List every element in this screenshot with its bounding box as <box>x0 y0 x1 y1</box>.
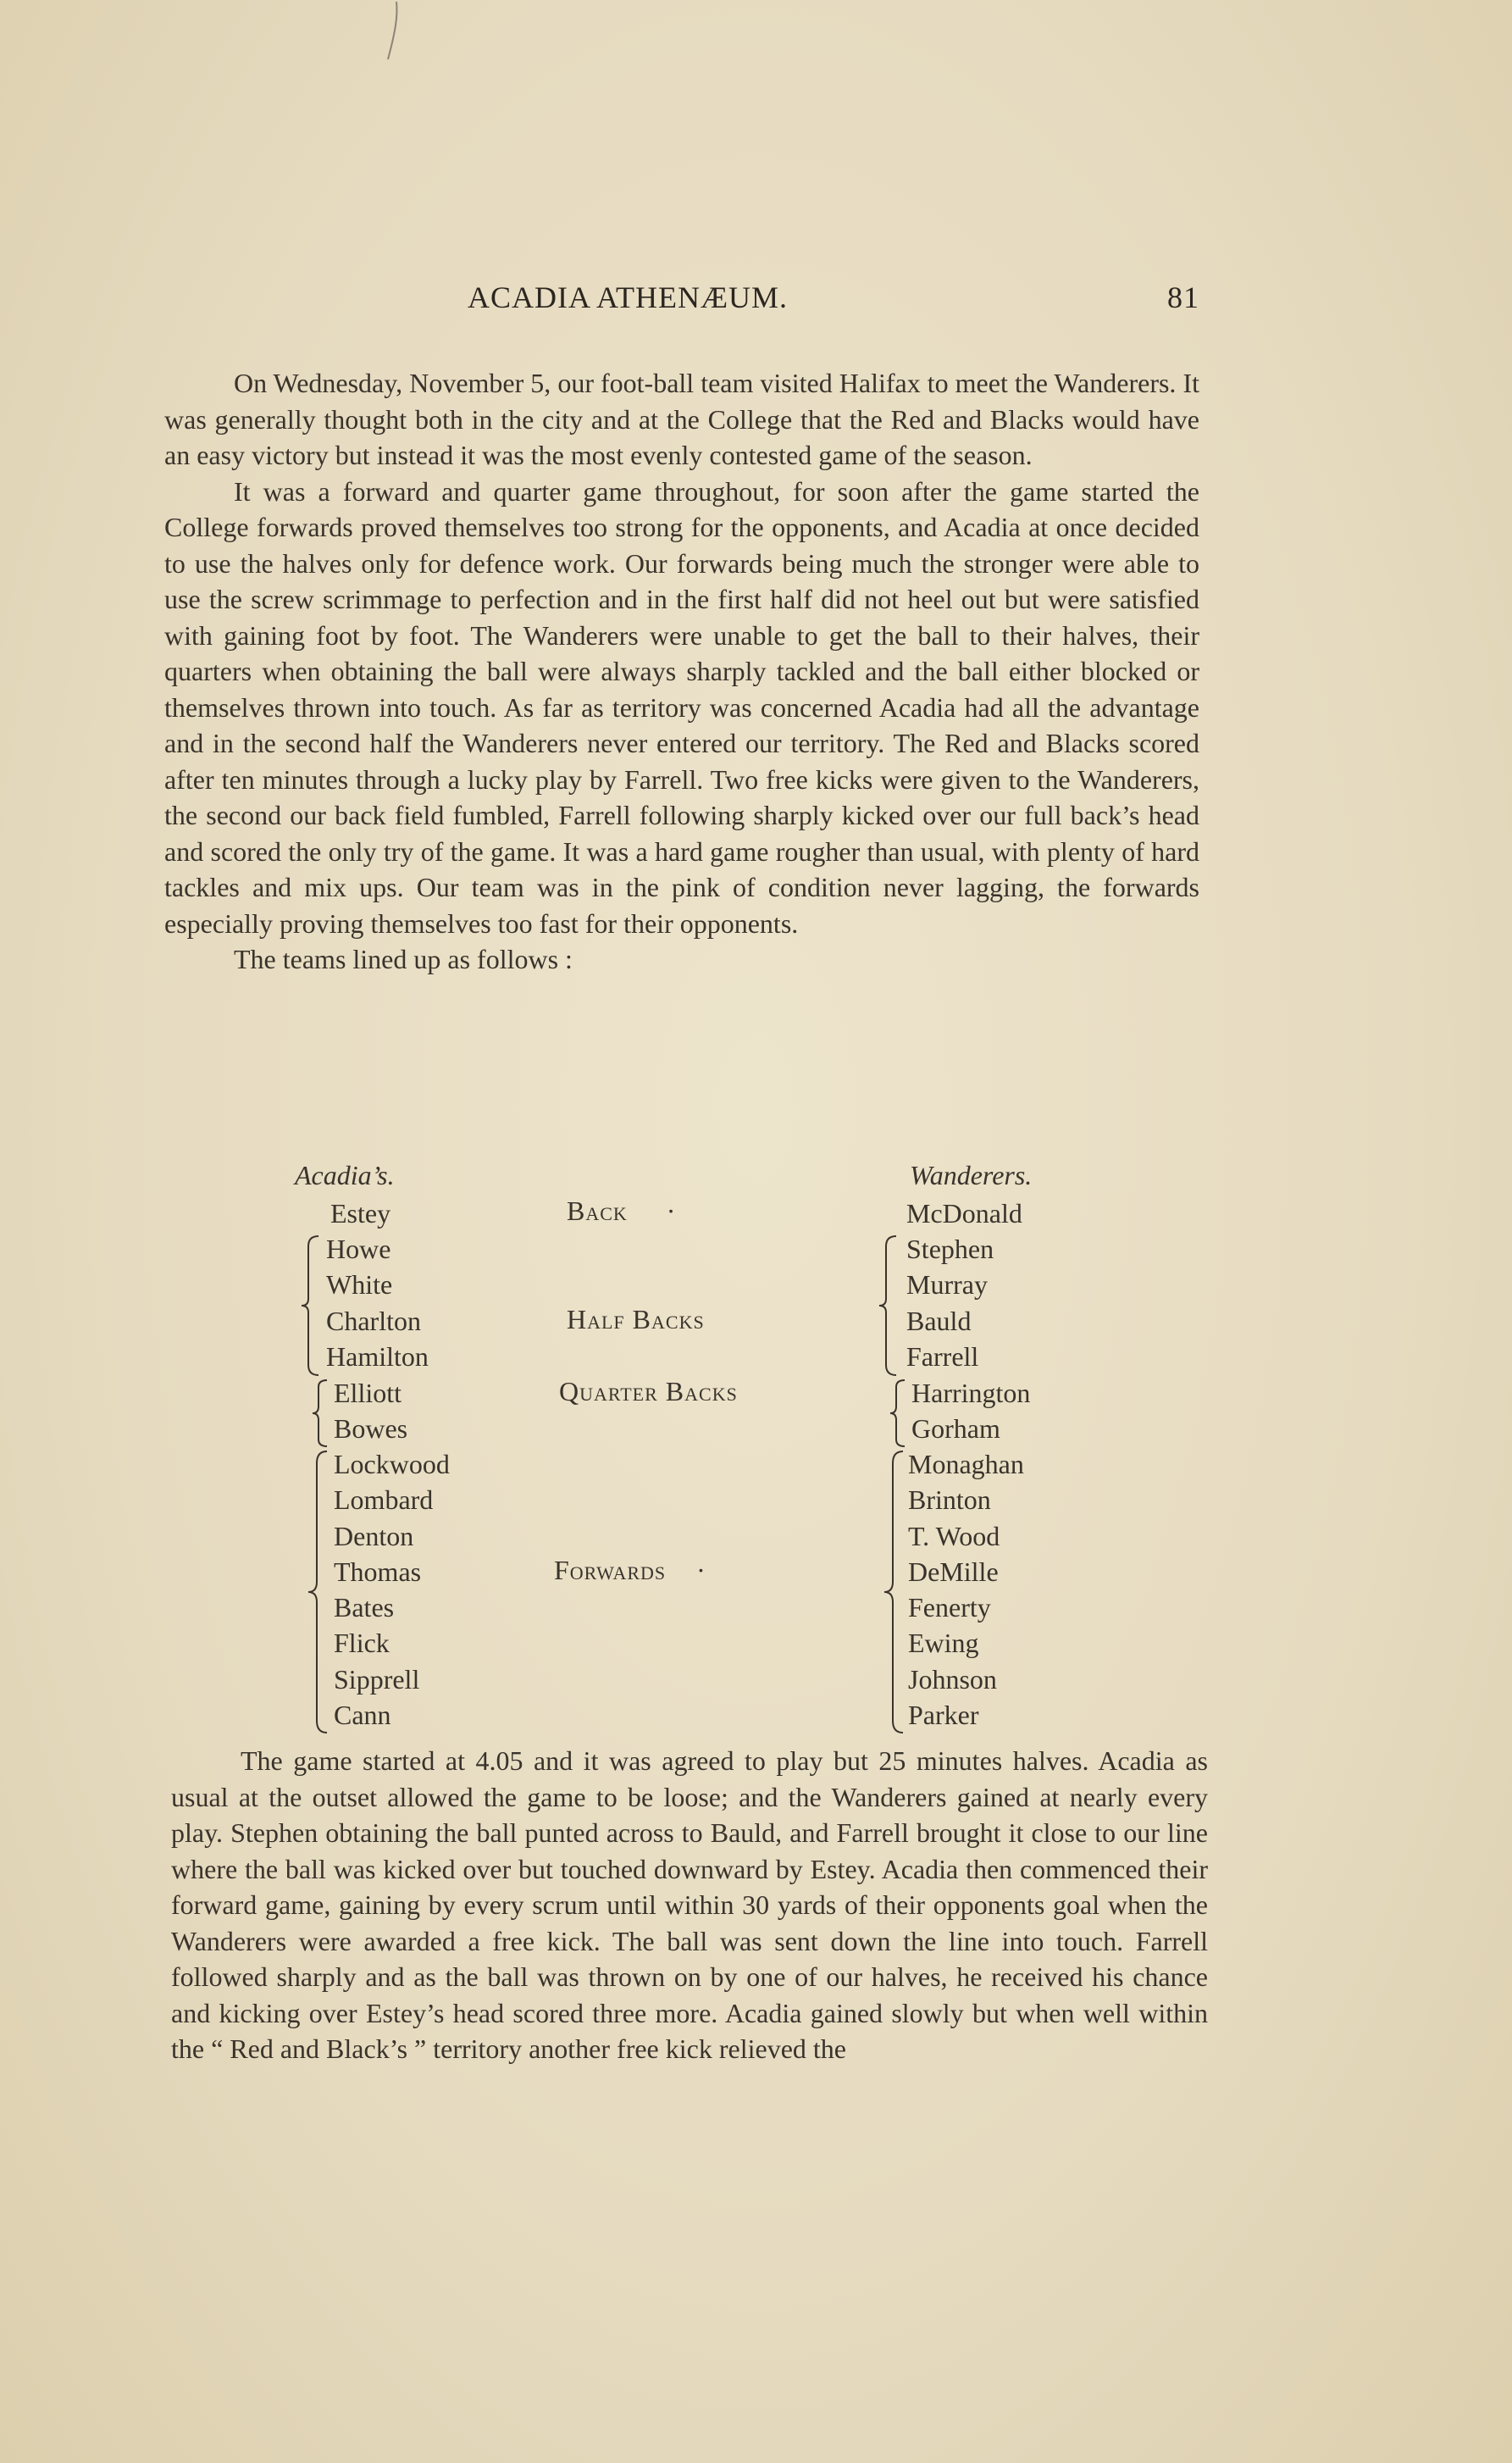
position-label: Back <box>567 1195 628 1226</box>
paragraph: The game started at 4.05 and it was agreed to play but 25 minutes halves. Acadia as usual at the outset allowed the game to be loose; and the Wanderers gained at nearly every play. Stephen obtaining the ball punted across to Bauld, and Farrell brought it close to our line where the ball was kicked over but touched downward by Estey. Acadia then commenced their forward game, gaining by every scrum until within 30 yards of their opponents goal when the Wanderers were awarded a free kick. The ball was sent down the line into touch. Farrell followed sharply and as the ball was thrown on by one of our halves, he received his chance and kicking over Estey’s head scored three more. Acadia gained slowly but when well within the “ Red and Black’s ” territory another free kick relieved the <box>171 1745 1208 2064</box>
player-name: T. Wood <box>908 1520 1000 1551</box>
player-name: Farrell <box>906 1340 979 1372</box>
wanderers-forwards <box>908 1446 1024 1733</box>
brace-acadia-forwards <box>305 1450 332 1734</box>
player-name: Lockwood <box>334 1449 450 1479</box>
acadia-half-backs <box>326 1231 429 1374</box>
acadia-header: Acadia’s. <box>295 1160 395 1190</box>
brace-wanderers-half-backs <box>878 1234 903 1377</box>
player-name: Monaghan <box>908 1449 1024 1479</box>
player-name: Howe <box>326 1234 391 1264</box>
player-name: DeMille <box>908 1556 999 1587</box>
position-forwards <box>554 1555 706 1586</box>
player-name: Elliott <box>334 1378 402 1408</box>
page-number: 81 <box>1167 280 1199 314</box>
leader-dot: · <box>666 1195 677 1226</box>
brace-wanderers-forwards <box>881 1450 908 1734</box>
player-name: Johnson <box>908 1663 997 1695</box>
player-name: McDonald <box>906 1198 1022 1229</box>
position-label: Forwards <box>554 1555 667 1585</box>
paragraph: It was a forward and quarter game throughout, for soon after the game started the College forwards proved themselves too strong for the opponents, and Acadia at once decided to use the halves only for defence work. Our forwards being much the stronger were able to use the screw scrimmage to perfection and in the first half did not heel out but were satisfied with gaining foot by foot. The Wanderers were unable to get the ball to their halves, their quarters when obtaining the ball were always sharply tackled and the ball either blocked or themselves thrown into touch. As far as territory was concerned Acadia had all the advantage and in the second half the Wanderers never entered our territory. The Red and Blacks scored after ten minutes through a lucky play by Farrell. Two free kicks were given to the Wanderers, the second our back field fumbled, Farrell following sharply kicked over our full back’s head and scored the only try of the game. It was a hard game rougher than usual, with plenty of hard tackles and mix ups. Our team was in the pink of condition never lagging, the forwards especially proving themselves too fast for their opponents. <box>164 475 1199 939</box>
player-name: Estey <box>330 1198 391 1229</box>
position-quarter-backs <box>559 1376 738 1407</box>
running-header <box>164 280 1199 322</box>
paragraph: The teams lined up as follows : <box>234 944 573 974</box>
player-name: Bates <box>334 1592 395 1623</box>
acadia-forwards <box>334 1446 450 1733</box>
position-back <box>567 1195 676 1227</box>
pencil-mark <box>379 0 405 68</box>
paragraph: On Wednesday, November 5, our foot-ball team visited Halifax to meet the Wanderers. It was generally thought both in the city and at the College that the Red and Blacks would have an easy victory but instead it was the most evenly contested game of the season. <box>164 368 1199 470</box>
brace-acadia-quarter-backs <box>310 1379 332 1448</box>
player-name: Harrington <box>911 1378 1031 1408</box>
player-name: Thomas <box>334 1556 422 1587</box>
brace-wanderers-quarter-backs <box>888 1379 910 1448</box>
player-name: Denton <box>334 1520 414 1551</box>
player-name: Stephen <box>906 1234 994 1264</box>
player-name: Sipprell <box>334 1663 420 1695</box>
brace-acadia-half-backs <box>300 1234 325 1377</box>
player-name: Fenerty <box>908 1592 991 1623</box>
wanderers-back <box>906 1195 1022 1231</box>
position-half-backs <box>567 1304 705 1335</box>
wanderers-half-backs <box>906 1231 994 1374</box>
player-name: Brinton <box>908 1484 991 1516</box>
player-name: Charlton <box>326 1305 421 1336</box>
player-name: Hamilton <box>326 1340 429 1372</box>
leader-dot: · <box>696 1555 706 1585</box>
player-name: Murray <box>906 1269 988 1301</box>
player-name: Lombard <box>334 1484 434 1516</box>
acadia-back <box>330 1195 390 1231</box>
player-name: Flick <box>334 1628 390 1659</box>
player-name: Bowes <box>334 1413 408 1445</box>
player-name: Ewing <box>908 1628 979 1659</box>
player-name: White <box>326 1269 393 1301</box>
player-name: Cann <box>334 1700 391 1731</box>
position-label: Quarter Backs <box>559 1376 738 1406</box>
acadia-quarter-backs <box>334 1375 407 1447</box>
match-report-text <box>171 1743 1208 2067</box>
wanderers-header: Wanderers. <box>910 1160 1033 1190</box>
player-name: Bauld <box>906 1305 972 1336</box>
team-lineup <box>164 1160 1199 1736</box>
position-label: Half Backs <box>567 1304 705 1334</box>
intro-text <box>164 365 1199 978</box>
wanderers-quarter-backs <box>911 1375 1030 1447</box>
player-name: Gorham <box>911 1413 1000 1445</box>
journal-title: ACADIA ATHENÆUM. <box>468 280 789 314</box>
player-name: Parker <box>908 1700 979 1731</box>
